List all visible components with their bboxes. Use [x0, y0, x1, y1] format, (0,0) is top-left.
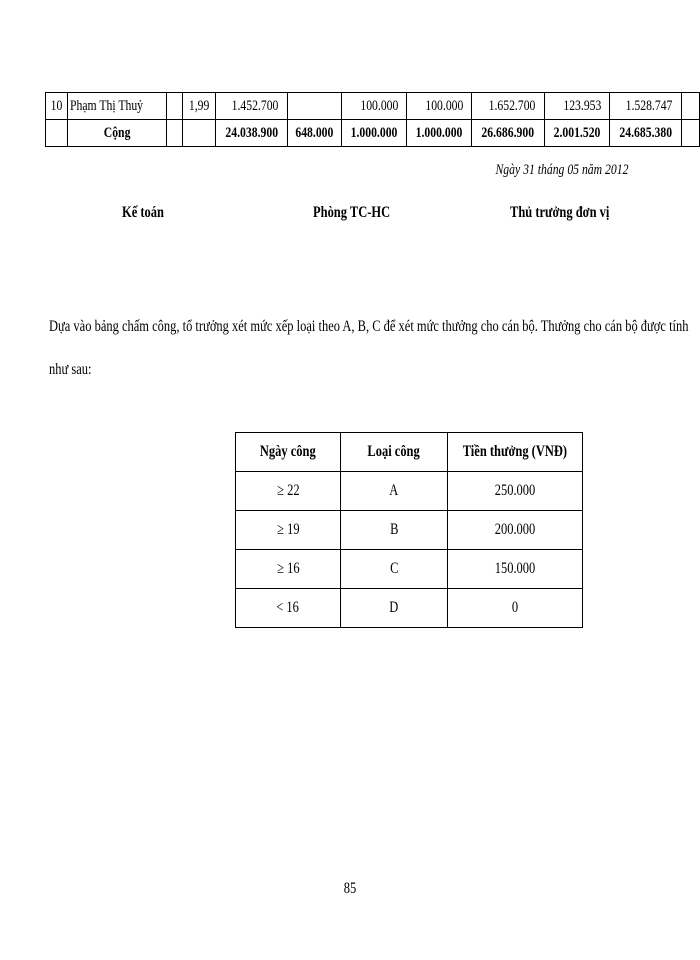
table-row: [236, 511, 583, 550]
table-row: [236, 550, 583, 589]
total-row: [46, 120, 700, 147]
signature-cell: [682, 120, 700, 147]
allowance-cell: 100.000: [342, 93, 407, 120]
bonus-cell: 250.000: [448, 472, 583, 511]
bonus-cell: 0: [448, 589, 583, 628]
bonus-table-header: [236, 433, 583, 472]
total-cell: 26.686.900: [472, 120, 545, 147]
header-bonus: Tiền thưởng (VNĐ): [448, 433, 583, 472]
allowance-cell: 1.000.000: [407, 120, 472, 147]
grade-cell: C: [341, 550, 448, 589]
empty-cell: [46, 120, 68, 147]
days-cell: ≥ 16: [236, 550, 341, 589]
salary-cell: 1.452.700: [215, 93, 288, 120]
empty-cell: [288, 93, 342, 120]
allowance-cell: 100.000: [407, 93, 472, 120]
header-grade: Loại công: [341, 433, 448, 472]
table-row: [236, 589, 583, 628]
total-cell: 1.652.700: [472, 93, 545, 120]
empty-cell: [183, 120, 216, 147]
signature-cell: [682, 93, 700, 120]
header-days: Ngày công: [236, 433, 341, 472]
table-row: [46, 93, 700, 120]
deduction-cell: 2.001.520: [544, 120, 609, 147]
grade-cell: D: [341, 589, 448, 628]
salary-table: [45, 92, 700, 147]
received-cell: 24.685.380: [609, 120, 682, 147]
grade-cell: B: [341, 511, 448, 550]
signature-accountant: Kế toán: [122, 204, 164, 221]
bonus-table: [235, 432, 583, 628]
bonus-cell: 200.000: [448, 511, 583, 550]
salary-cell: 24.038.900: [215, 120, 288, 147]
coefficient-cell: 1,99: [183, 93, 216, 120]
allowance-cell: 1.000.000: [342, 120, 407, 147]
paragraph-line-1: Dựa vào bảng chấm công, tổ trưởng xét mức xếp loại theo A, B, C để xét mức thưởng cho cán bộ. Thưởng cho cán bộ được tính: [49, 318, 689, 335]
total-label-cell: Cộng: [68, 120, 167, 147]
table-row: [236, 472, 583, 511]
signature-head: Thủ trưởng đơn vị: [510, 204, 610, 221]
deduction-cell: 123.953: [544, 93, 609, 120]
received-cell: 1.528.747: [609, 93, 682, 120]
paragraph-line-2: như sau:: [49, 361, 92, 378]
extra-cell: 648.000: [288, 120, 342, 147]
days-cell: < 16: [236, 589, 341, 628]
signature-department: Phòng TC-HC: [313, 204, 391, 221]
page-number: 85: [343, 880, 357, 897]
empty-cell: [166, 120, 182, 147]
days-cell: ≥ 22: [236, 472, 341, 511]
date-line: Ngày 31 tháng 05 năm 2012: [495, 162, 628, 178]
name-cell: Phạm Thị Thuỷ: [68, 93, 167, 120]
bonus-cell: 150.000: [448, 550, 583, 589]
days-cell: ≥ 19: [236, 511, 341, 550]
grade-cell: A: [341, 472, 448, 511]
empty-cell: [166, 93, 182, 120]
stt-cell: 10: [46, 93, 68, 120]
